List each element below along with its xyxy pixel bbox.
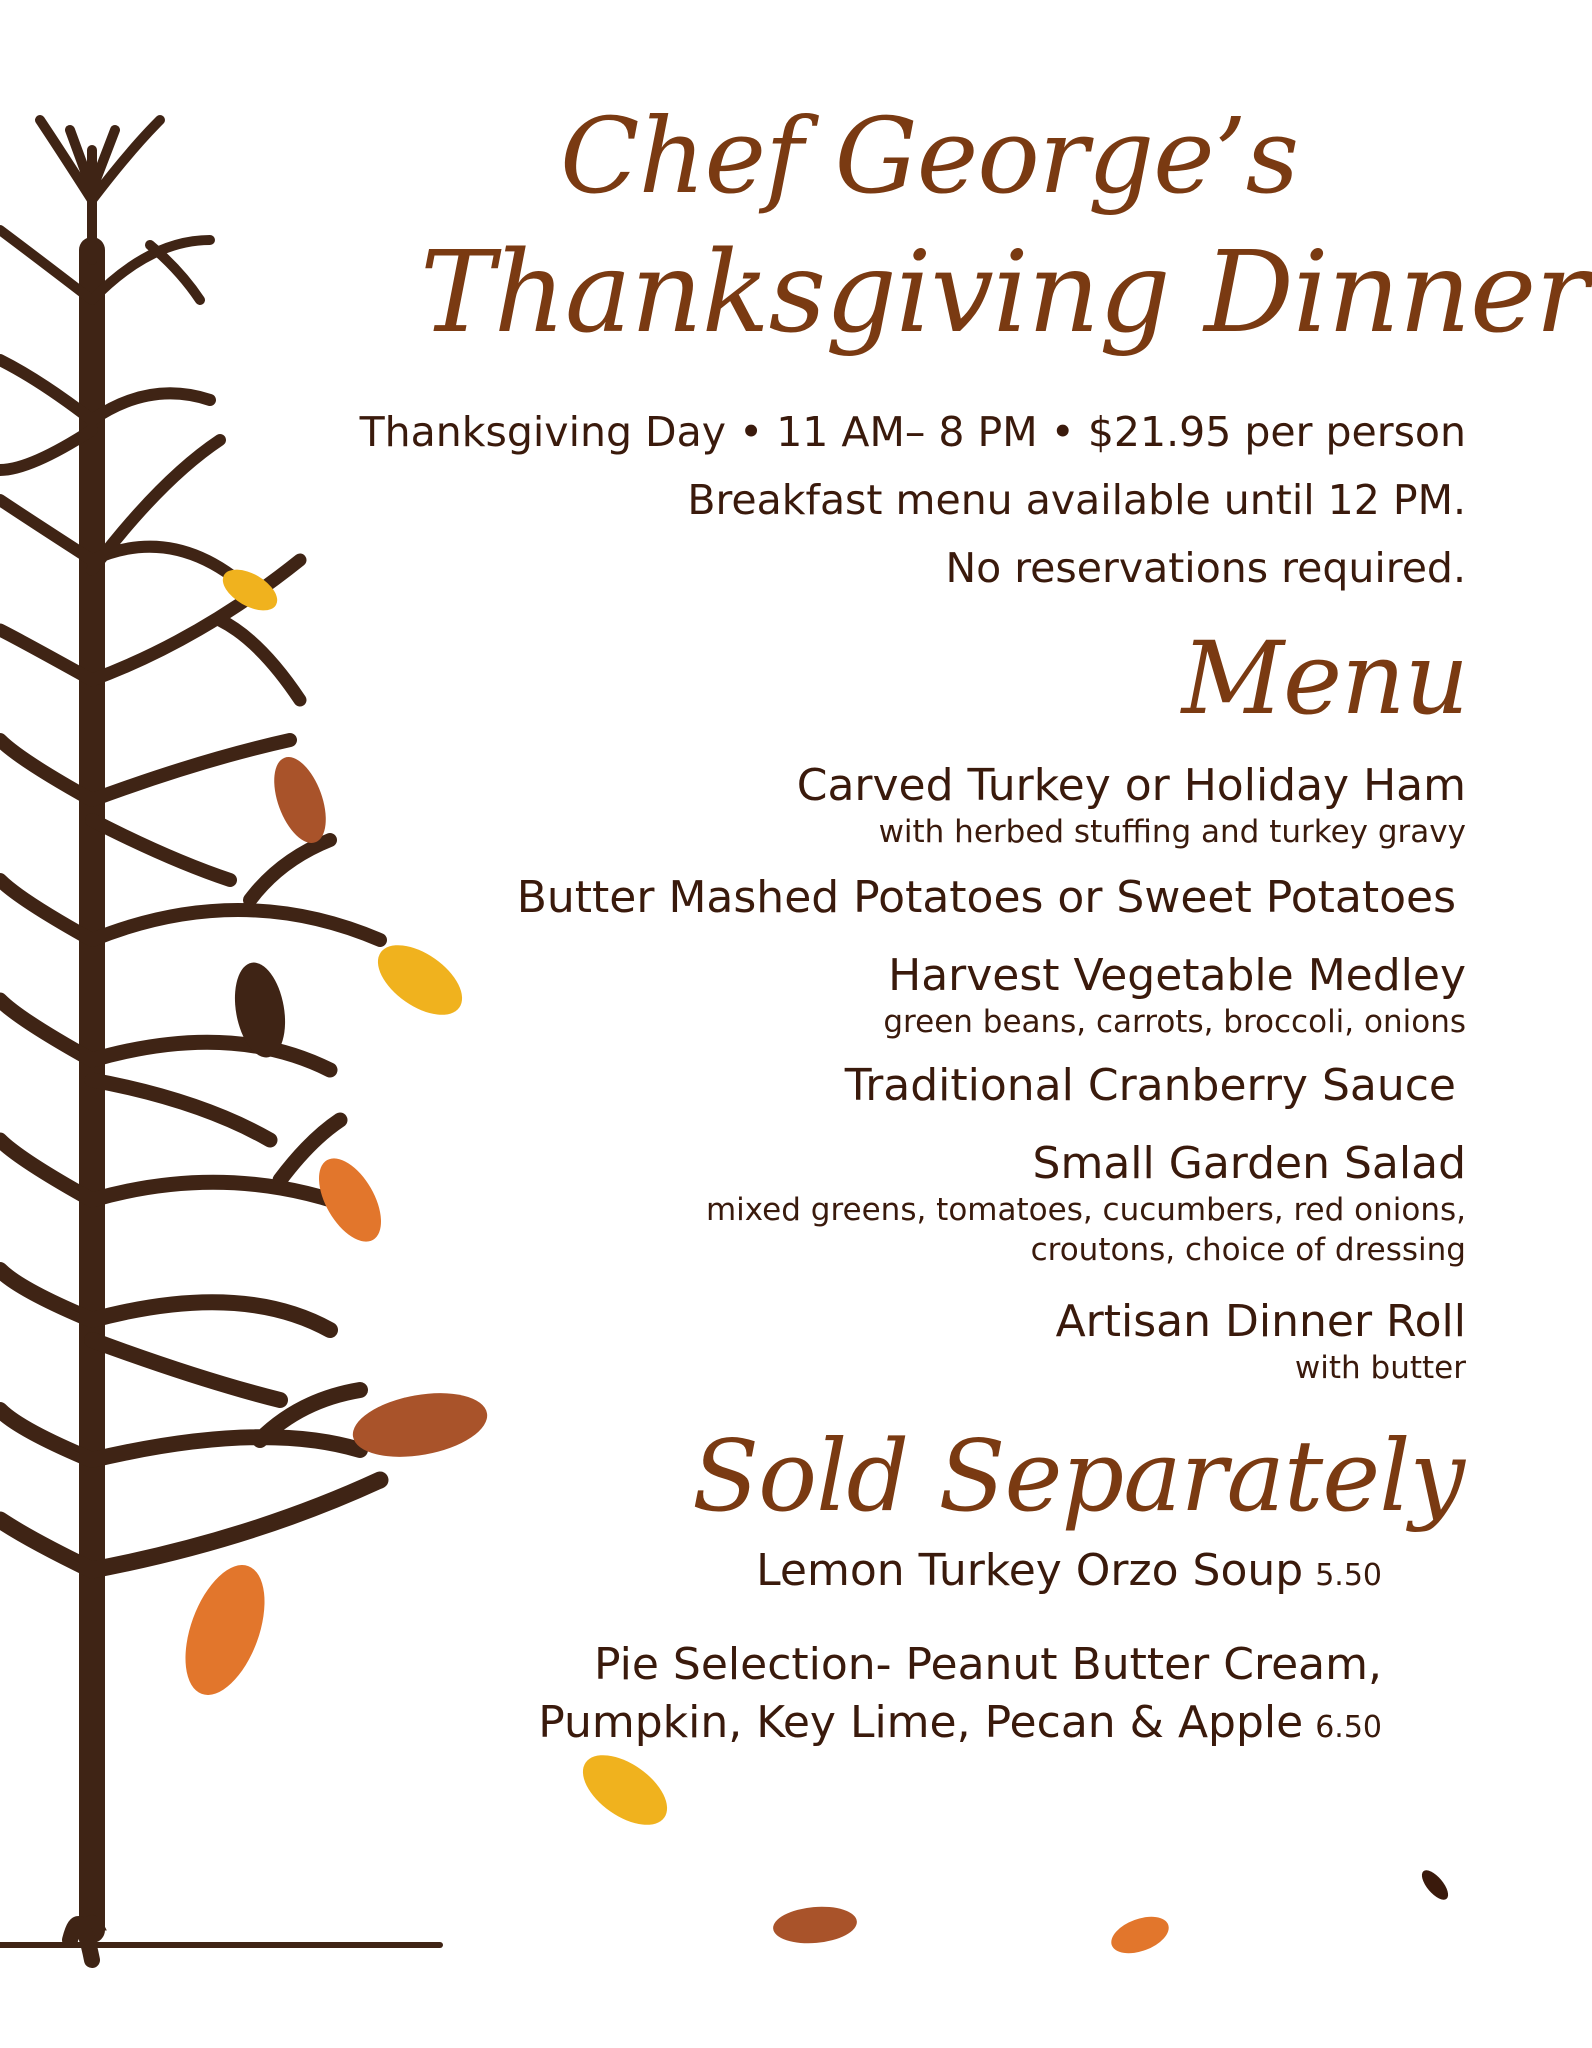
menu-item-name: Harvest Vegetable Medley <box>888 950 1466 1001</box>
sold-separately-heading: Sold Separately <box>691 1420 1464 1534</box>
sold-item <box>756 1542 1382 1605</box>
sold-item-name-line-2: Pumpkin, Key Lime, Pecan & Apple <box>538 1697 1304 1748</box>
title-line-1: Chef George’s <box>560 95 1299 217</box>
menu-item-name: Carved Turkey or Holiday Ham <box>796 760 1466 811</box>
menu-item <box>883 950 1466 1042</box>
menu-heading: Menu <box>1181 620 1468 737</box>
menu-item-desc: with butter <box>1294 1350 1466 1386</box>
sold-item-price: 6.50 <box>1315 1710 1382 1745</box>
sold-item <box>538 1636 1382 1757</box>
menu-item-desc: with herbed stuffing and turkey gravy <box>878 814 1466 850</box>
breakfast-note: Breakfast menu available until 12 PM. <box>687 476 1466 524</box>
menu-item <box>845 1060 1456 1112</box>
menu-item-name: Artisan Dinner Roll <box>1055 1296 1466 1347</box>
menu-item <box>797 760 1466 852</box>
sold-item-price: 5.50 <box>1315 1558 1382 1593</box>
menu-item <box>517 872 1456 924</box>
event-info-line: Thanksgiving Day • 11 AM– 8 PM • $21.95 per person <box>359 408 1466 456</box>
sold-item-name: Pie Selection- Peanut Butter Cream, <box>594 1639 1382 1690</box>
reservation-note: No reservations required. <box>945 544 1466 592</box>
menu-item-name: Butter Mashed Potatoes or Sweet Potatoes <box>516 872 1456 923</box>
menu-item-desc: green beans, carrots, broccoli, onions <box>883 1004 1466 1040</box>
sold-item-name: Lemon Turkey Orzo Soup <box>756 1545 1304 1596</box>
menu-item <box>706 1138 1466 1270</box>
menu-item-desc-line-2: croutons, choice of dressing <box>1030 1232 1466 1268</box>
menu-item-desc: mixed greens, tomatoes, cucumbers, red onions, <box>705 1192 1466 1228</box>
title-line-2: Thanksgiving Dinner <box>420 228 1588 358</box>
menu-item-name: Traditional Cranberry Sauce <box>844 1060 1456 1111</box>
menu-item <box>1056 1296 1466 1388</box>
menu-item-name: Small Garden Salad <box>1032 1138 1466 1189</box>
